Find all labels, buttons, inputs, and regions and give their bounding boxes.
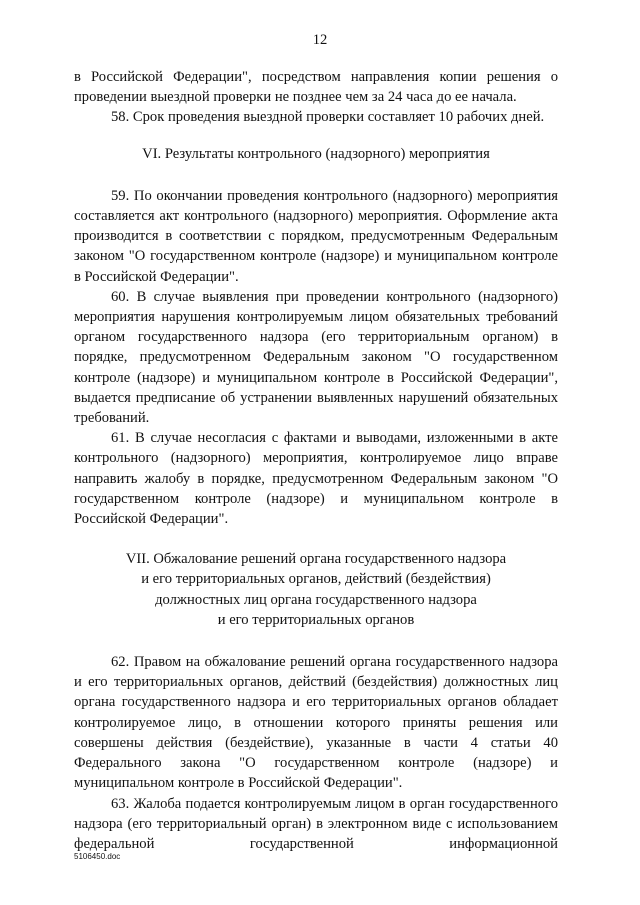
section-heading-7-line: и его территориальных органов, действий (бездействия) xyxy=(141,571,491,588)
section-heading-6: VI. Результаты контрольного (надзорного) мероприятия xyxy=(142,145,490,162)
paragraph-63: 63. Жалоба подается контролируемым лицом в орган государственного надзора (его территориальный орган) в электронном виде с использованием федеральной государственной информационной xyxy=(74,795,558,852)
paragraph-continuation: в Российской Федерации", посредством направления копии решения о проведении выездной проверки не позднее чем за 24 часа до ее начала. xyxy=(74,69,558,106)
section-heading-7-line: и его территориальных органов xyxy=(217,611,415,628)
file-name-footer: 5106450.doc xyxy=(74,852,121,861)
page-number: 12 xyxy=(312,32,328,48)
section-heading-7-line: должностных лиц органа государственного надзора xyxy=(155,591,477,608)
paragraph-58: 58. Срок проведения выездной проверки составляет 10 рабочих дней. xyxy=(111,109,545,126)
section-heading-7-line: VII. Обжалование решений органа государственного надзора xyxy=(125,551,507,568)
paragraph-60: 60. В случае выявления при проведении контрольного (надзорного) мероприятия нарушения контролируемым лицом обязательных требований органом государственного надзора (его территориальным органом) в порядке, предусмотренном Федеральным законом "О государственном контроле (надзоре) и муниципальном контроле в Российской Федерации", выдается предписание об устранении выявленных нарушений обязательных требований. xyxy=(74,288,558,427)
paragraph-62: 62. Правом на обжалование решений органа государственного надзора и его территориальных органов, действий (бездействия) должностных лиц органа государственного надзора и его территориальных органов обладает контролируемое лицо, в отношении которого приняты решения или совершены действия (бездействие), указанные в части 4 статьи 40 Федерального закона "О государственном контроле (надзоре) и муниципальном контроле в Российской Федерации". xyxy=(74,654,558,792)
paragraph-61: 61. В случае несогласия с фактами и выводами, изложенными в акте контрольного (надзорного) мероприятия, контролируемое лицо вправе направить жалобу в порядке, предусмотренном Федеральным законом "О государственном контроле (надзоре) и муниципальном контроле в Российской Федерации". xyxy=(74,430,558,528)
paragraph-59: 59. По окончании проведения контрольного (надзорного) мероприятия составляется акт контрольного (надзорного) мероприятия. Оформление акта производится в соответствии с порядком, предусмотренным Федеральным законом "О государственном контроле (надзоре) и муниципальном контроле в Российской Федерации". xyxy=(74,187,558,285)
page-content xyxy=(74,67,558,854)
section-heading-7 xyxy=(74,549,558,630)
